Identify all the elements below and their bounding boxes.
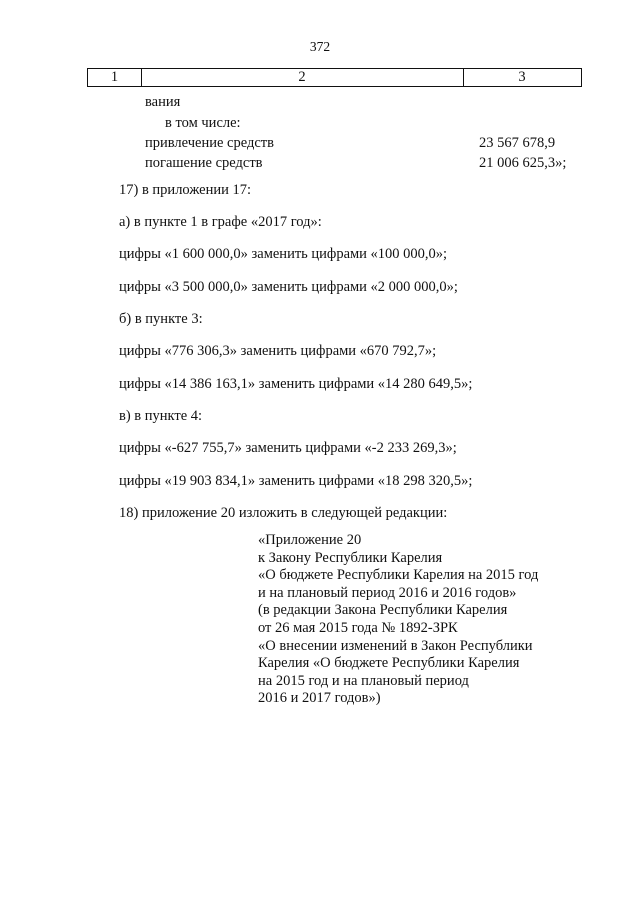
appendix-header-line: на 2015 год и на плановый период [258, 672, 469, 689]
appendix-header-line: Карелия «О бюджете Республики Карелия [258, 655, 520, 672]
row-value-repayment: 21 006 625,3»; [479, 155, 567, 171]
row-label-repayment: погашение средств [145, 155, 263, 171]
page-number: 372 [309, 39, 331, 54]
appendix-header-line: (в редакции Закона Республики Карелия [258, 602, 508, 619]
paragraph-replacement: цифры «19 903 834,1» заменить цифрами «18 298 320,5»; [119, 473, 473, 489]
table-header-col-1: 1 [88, 69, 142, 86]
paragraph-subitem-b: б) в пункте 3: [119, 311, 203, 327]
table-header-col-2: 2 [141, 69, 464, 86]
paragraph-item-18: 18) приложение 20 изложить в следующей редакции: [119, 505, 448, 521]
row-value-borrowing: 23 567 678,9 [479, 135, 556, 151]
including-label: в том числе: [165, 115, 241, 131]
table-header-row [87, 68, 582, 87]
appendix-header-line: «О бюджете Республики Карелия на 2015 год [258, 567, 539, 584]
appendix-header-line: и на плановый период 2016 и 2016 годов» [258, 584, 517, 601]
row-label-borrowing: привлечение средств [145, 135, 274, 151]
appendix-header-line: к Закону Республики Карелия [258, 549, 443, 566]
appendix-header-line: «Приложение 20 [258, 532, 362, 548]
paragraph-replacement: цифры «1 600 000,0» заменить цифрами «100 000,0»; [119, 246, 448, 262]
appendix-header-line: от 26 мая 2015 года № 1892-ЗРК [258, 619, 458, 636]
word-continuation: вания [145, 94, 181, 110]
appendix-header-line: 2016 и 2017 годов») [258, 690, 381, 707]
appendix-header-line: «О внесении изменений в Закон Республики [258, 637, 533, 654]
paragraph-replacement: цифры «14 386 163,1» заменить цифрами «14 280 649,5»; [119, 376, 473, 392]
paragraph-replacement: цифры «3 500 000,0» заменить цифрами «2 000 000,0»; [119, 279, 458, 295]
paragraph-replacement: цифры «-627 755,7» заменить цифрами «-2 233 269,3»; [119, 440, 457, 456]
paragraph-replacement: цифры «776 306,3» заменить цифрами «670 792,7»; [119, 343, 437, 359]
paragraph-subitem-v: в) в пункте 4: [119, 408, 203, 424]
appendix-header-block [258, 532, 538, 708]
table-header-col-3: 3 [518, 69, 526, 85]
paragraph-subitem-a: а) в пункте 1 в графе «2017 год»: [119, 214, 322, 230]
paragraph-item-17: 17) в приложении 17: [119, 182, 252, 198]
